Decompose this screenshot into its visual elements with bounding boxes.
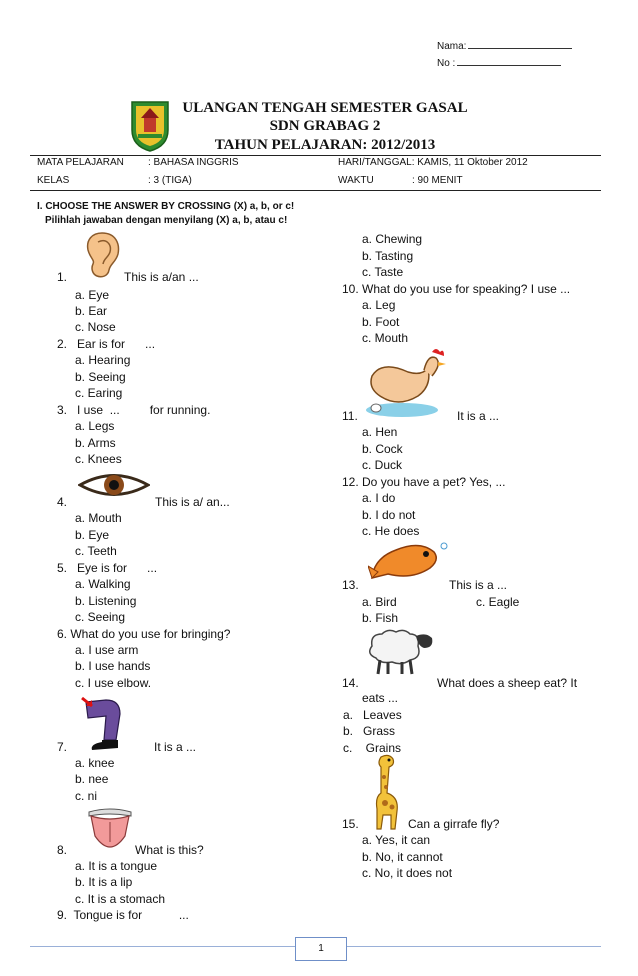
q2-option-b[interactable]: b. Seeing bbox=[75, 370, 126, 384]
q13-text: This is a ... bbox=[449, 578, 508, 592]
q1-number: 1. bbox=[57, 270, 68, 284]
q15-option-c[interactable]: c. No, it does not bbox=[362, 866, 453, 880]
q3-option-c[interactable]: c. Knees bbox=[75, 452, 122, 466]
q4-option-a[interactable]: a. Mouth bbox=[75, 511, 122, 525]
section-heading: I. CHOOSE THE ANSWER BY CROSSING (X) a, b, or c! bbox=[37, 201, 295, 212]
q10-text: 10. What do you use for speaking? I use ... bbox=[342, 282, 571, 296]
q5-option-c[interactable]: c. Seeing bbox=[75, 610, 126, 624]
q11-option-b[interactable]: b. Cock bbox=[362, 442, 403, 456]
ear-icon bbox=[82, 230, 122, 280]
q14-option-c[interactable]: c. Grains bbox=[343, 741, 402, 755]
q10-option-b[interactable]: b. Foot bbox=[362, 315, 400, 329]
q6-option-a[interactable]: a. I use arm bbox=[75, 643, 139, 657]
q3-text: 3. I use ... for running. bbox=[57, 403, 211, 417]
q5-option-b[interactable]: b. Listening bbox=[75, 594, 137, 608]
q8-text: What is this? bbox=[135, 843, 204, 857]
sheep-icon bbox=[362, 626, 438, 676]
kelas-label: KELAS bbox=[37, 175, 70, 186]
nama-line[interactable] bbox=[468, 38, 572, 49]
waktu-value: : 90 MENIT bbox=[412, 175, 463, 186]
divider-bottom bbox=[30, 190, 601, 191]
page-number: 1 bbox=[295, 937, 347, 961]
q12-option-c[interactable]: c. He does bbox=[362, 524, 420, 538]
q15-option-a[interactable]: a. Yes, it can bbox=[362, 833, 431, 847]
q11-option-c[interactable]: c. Duck bbox=[362, 458, 403, 472]
q13-option-c[interactable]: c. Eagle bbox=[476, 595, 520, 609]
q14-text: What does a sheep eat? It bbox=[437, 676, 578, 690]
mapel-value: : BAHASA INGGRIS bbox=[148, 157, 239, 168]
section-subheading: Pilihlah jawaban dengan menyilang (X) a, b, atau c! bbox=[45, 215, 288, 226]
q4-option-b[interactable]: b. Eye bbox=[75, 528, 110, 542]
q1-text: This is a/an ... bbox=[124, 270, 199, 284]
q9-option-a[interactable]: a. Chewing bbox=[362, 232, 423, 246]
q7-option-a[interactable]: a. knee bbox=[75, 756, 115, 770]
no-label: No : bbox=[437, 58, 456, 69]
exam-title: ULANGAN TENGAH SEMESTER GASAL bbox=[182, 100, 468, 116]
q4-text: This is a/ an... bbox=[155, 495, 230, 509]
q15-number: 15. bbox=[342, 817, 359, 831]
q14-text-cont: eats ... bbox=[362, 691, 399, 705]
q1-option-b[interactable]: b. Ear bbox=[75, 304, 108, 318]
q2-option-c[interactable]: c. Earing bbox=[75, 386, 123, 400]
q9-text: 9. Tongue is for ... bbox=[57, 908, 189, 922]
q14-number: 14. bbox=[342, 676, 359, 690]
tongue-icon bbox=[85, 808, 135, 858]
school-year: TAHUN PELAJARAN: 2012/2013 bbox=[214, 137, 436, 153]
q2-option-a[interactable]: a. Hearing bbox=[75, 353, 131, 367]
q3-option-a[interactable]: a. Legs bbox=[75, 419, 115, 433]
q11-text: It is a ... bbox=[457, 409, 500, 423]
q8-number: 8. bbox=[57, 843, 68, 857]
q8-option-b[interactable]: b. It is a lip bbox=[75, 875, 133, 889]
mapel-label: MATA PELAJARAN bbox=[37, 157, 124, 168]
q2-text: 2. Ear is for ... bbox=[57, 337, 156, 351]
q5-text: 5. Eye is for ... bbox=[57, 561, 158, 575]
q11-option-a[interactable]: a. Hen bbox=[362, 425, 398, 439]
kelas-value: : 3 (TIGA) bbox=[148, 175, 192, 186]
q8-option-a[interactable]: a. It is a tongue bbox=[75, 859, 158, 873]
fish-icon bbox=[368, 538, 450, 584]
q8-option-c[interactable]: c. It is a stomach bbox=[75, 892, 166, 906]
q5-option-a[interactable]: a. Walking bbox=[75, 577, 131, 591]
q13-number: 13. bbox=[342, 578, 359, 592]
q4-number: 4. bbox=[57, 495, 68, 509]
q4-option-c[interactable]: c. Teeth bbox=[75, 544, 117, 558]
hen-icon bbox=[362, 346, 454, 418]
school-name: SDN GRABAG 2 bbox=[269, 118, 381, 134]
q15-text: Can a girrafe fly? bbox=[408, 817, 500, 831]
q3-option-b[interactable]: b. Arms bbox=[75, 436, 116, 450]
q6-text: 6. What do you use for bringing? bbox=[57, 627, 231, 641]
q1-option-c[interactable]: c. Nose bbox=[75, 320, 116, 334]
q13-option-b[interactable]: b. Fish bbox=[362, 611, 399, 625]
divider-top bbox=[30, 155, 601, 156]
q12-option-b[interactable]: b. I do not bbox=[362, 508, 416, 522]
q7-option-b[interactable]: b. nee bbox=[75, 772, 109, 786]
q14-option-a[interactable]: a. Leaves bbox=[343, 708, 402, 722]
knee-icon bbox=[78, 696, 128, 752]
hari-label: HARI/TANGGAL: KAMIS, 11 Oktober 2012 bbox=[338, 157, 528, 168]
q10-option-a[interactable]: a. Leg bbox=[362, 298, 396, 312]
q12-option-a[interactable]: a. I do bbox=[362, 491, 396, 505]
giraffe-icon bbox=[365, 753, 405, 831]
q10-option-c[interactable]: c. Mouth bbox=[362, 331, 409, 345]
q9-option-b[interactable]: b. Tasting bbox=[362, 249, 414, 263]
q13-option-a[interactable]: a. Bird bbox=[362, 595, 397, 609]
q12-text: 12. Do you have a pet? Yes, ... bbox=[342, 475, 506, 489]
q7-text: It is a ... bbox=[154, 740, 197, 754]
no-line[interactable] bbox=[457, 55, 561, 66]
q9-option-c[interactable]: c. Taste bbox=[362, 265, 404, 279]
q14-option-b[interactable]: b. Grass bbox=[343, 724, 396, 738]
q7-option-c[interactable]: c. ni bbox=[75, 789, 98, 803]
q1-option-a[interactable]: a. Eye bbox=[75, 288, 110, 302]
waktu-label: WAKTU bbox=[338, 175, 374, 186]
nama-label: Nama: bbox=[437, 41, 467, 52]
eye-icon bbox=[78, 470, 150, 500]
q6-option-c[interactable]: c. I use elbow. bbox=[75, 676, 152, 690]
school-crest-logo bbox=[130, 100, 170, 152]
q11-number: 11. bbox=[342, 409, 358, 423]
q7-number: 7. bbox=[57, 740, 68, 754]
q6-option-b[interactable]: b. I use hands bbox=[75, 659, 151, 673]
q15-option-b[interactable]: b. No, it cannot bbox=[362, 850, 443, 864]
student-info bbox=[437, 38, 572, 72]
